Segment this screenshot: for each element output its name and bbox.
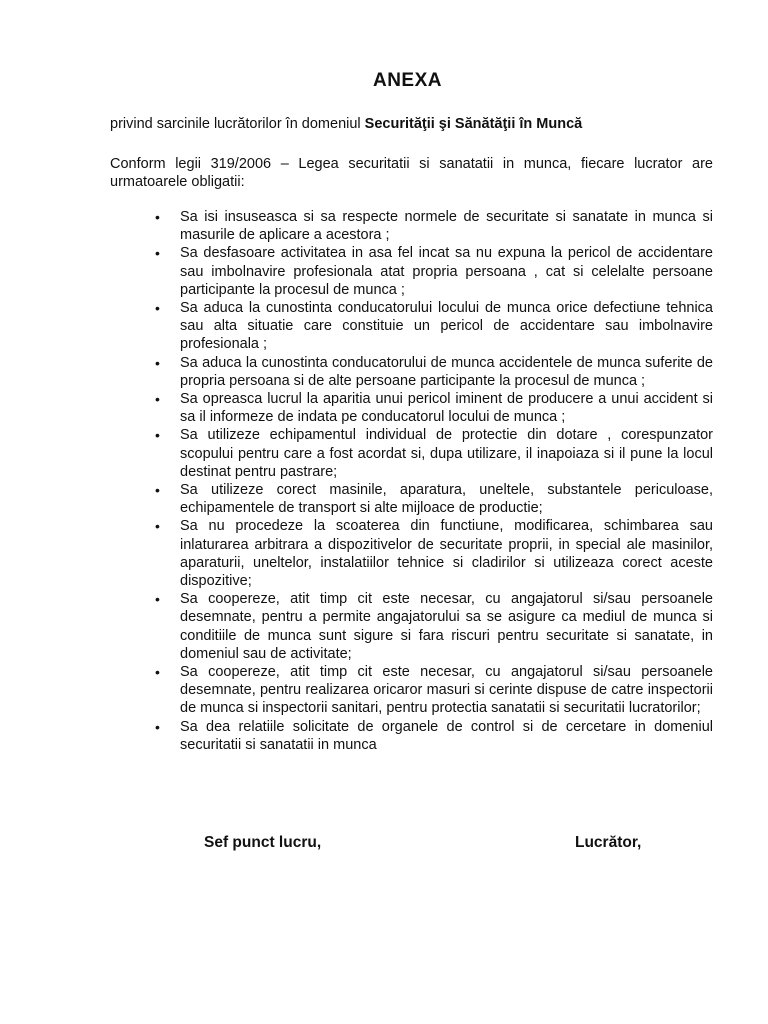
obligation-text: Sa isi insuseasca si sa respecte normele de securitate si sanatate in munca si masurile de aplicare a acestora ; bbox=[180, 209, 713, 244]
signature-supervisor-label: Sef punct lucru, bbox=[204, 834, 322, 851]
obligation-text: Sa aduca la cunostinta conducatorului locului de munca orice defectiune tehnica sau alta situatie care constituie un pericol de accidentare sau imbolnavire profesionala ; bbox=[180, 300, 713, 353]
obligation-item bbox=[155, 208, 713, 244]
obligation-text: Sa desfasoare activitatea in asa fel incat sa nu expuna la pericol de accidentare sau imbolnavire profesionala atat propria persoana , cat si celelalte persoane participante la procesul de munca ; bbox=[180, 245, 713, 298]
bullet-icon: • bbox=[155, 300, 160, 317]
bullet-icon: • bbox=[155, 718, 160, 735]
bullet-icon: • bbox=[155, 518, 160, 535]
bullet-icon: • bbox=[155, 245, 160, 262]
bullet-icon: • bbox=[155, 209, 160, 225]
intro-paragraph: Conform legii 319/2006 – Legea securitatii si sanatatii in munca, fiecare lucrator are urmatoarele obligatii: bbox=[110, 156, 713, 190]
obligation-text: Sa utilizeze corect masinile, aparatura, uneltele, substantele periculoase, echipamentele de transport si alte mijloace de productie; bbox=[180, 482, 713, 517]
bullet-icon: • bbox=[155, 482, 160, 499]
document-subtitle bbox=[110, 116, 582, 132]
obligation-text: Sa opreasca lucrul la aparitia unui pericol iminent de producere a unui accident si sa il informeze de indata pe conducatorul locului de munca ; bbox=[180, 391, 713, 426]
obligation-text: Sa coopereze, atit timp cit este necesar, cu angajatorul si/sau persoanele desemnate, pentru a permite angajatorului sa se asigure ca mediul de munca si conditiile de munca sunt sigure si fara riscuri pentru securitate si sanatate, in domeniul sau de activitate; bbox=[180, 591, 713, 662]
obligation-item bbox=[155, 390, 713, 426]
obligation-text: Sa aduca la cunostinta conducatorului de munca accidentele de munca suferite de propria persoana si de alte persoane participante la procesul de munca ; bbox=[180, 354, 713, 389]
obligation-item bbox=[155, 426, 713, 481]
obligation-item bbox=[155, 663, 713, 718]
obligation-text: Sa nu procedeze la scoaterea din functiune, modificarea, schimbarea sau inlaturarea arbitrara a dispozitivelor de securitate proprii, in special ale masinilor, aparaturii, uneltelor, instalatiilor tehnice si cladirilor si utilizeaza corect aceste dispozitive; bbox=[180, 518, 713, 590]
bullet-icon: • bbox=[155, 664, 160, 681]
document-title: ANEXA bbox=[372, 70, 442, 91]
obligation-item bbox=[155, 299, 713, 354]
bullet-icon: • bbox=[155, 391, 160, 408]
obligation-item bbox=[155, 718, 713, 754]
obligation-item bbox=[155, 481, 713, 517]
obligation-text: Sa utilizeze echipamentul individual de protectie din dotare , corespunzator scopului pentru care a fost acordat si, dupa utilizare, il inapoiaza si il pune la locul destinat pentru pastrare; bbox=[180, 427, 713, 480]
obligation-text: Sa coopereze, atit timp cit este necesar, cu angajatorul si/sau persoanele desemnate, pentru realizarea oricaror masuri si cerinte dispuse de catre inspectorii de munca si inspectorii sanitari, pentru protectia sanatatii si securitatii lucratorilor; bbox=[180, 664, 713, 717]
obligation-item bbox=[155, 590, 713, 663]
obligation-item bbox=[155, 517, 713, 590]
signature-worker-label: Lucrător, bbox=[575, 834, 642, 851]
bullet-icon: • bbox=[155, 427, 160, 444]
subtitle-text: privind sarcinile lucrătorilor în domeniul bbox=[110, 116, 365, 132]
obligation-item bbox=[155, 244, 713, 299]
bullet-icon: • bbox=[155, 354, 160, 371]
obligation-text: Sa dea relatiile solicitate de organele de control si de cercetare in domeniul securitatii si sanatatii in munca bbox=[180, 718, 713, 753]
obligation-item bbox=[155, 354, 713, 390]
bullet-icon: • bbox=[155, 591, 160, 608]
obligations-list bbox=[155, 208, 713, 754]
subtitle-emphasis: Securităţii şi Sănătăţii în Muncă bbox=[364, 116, 583, 132]
